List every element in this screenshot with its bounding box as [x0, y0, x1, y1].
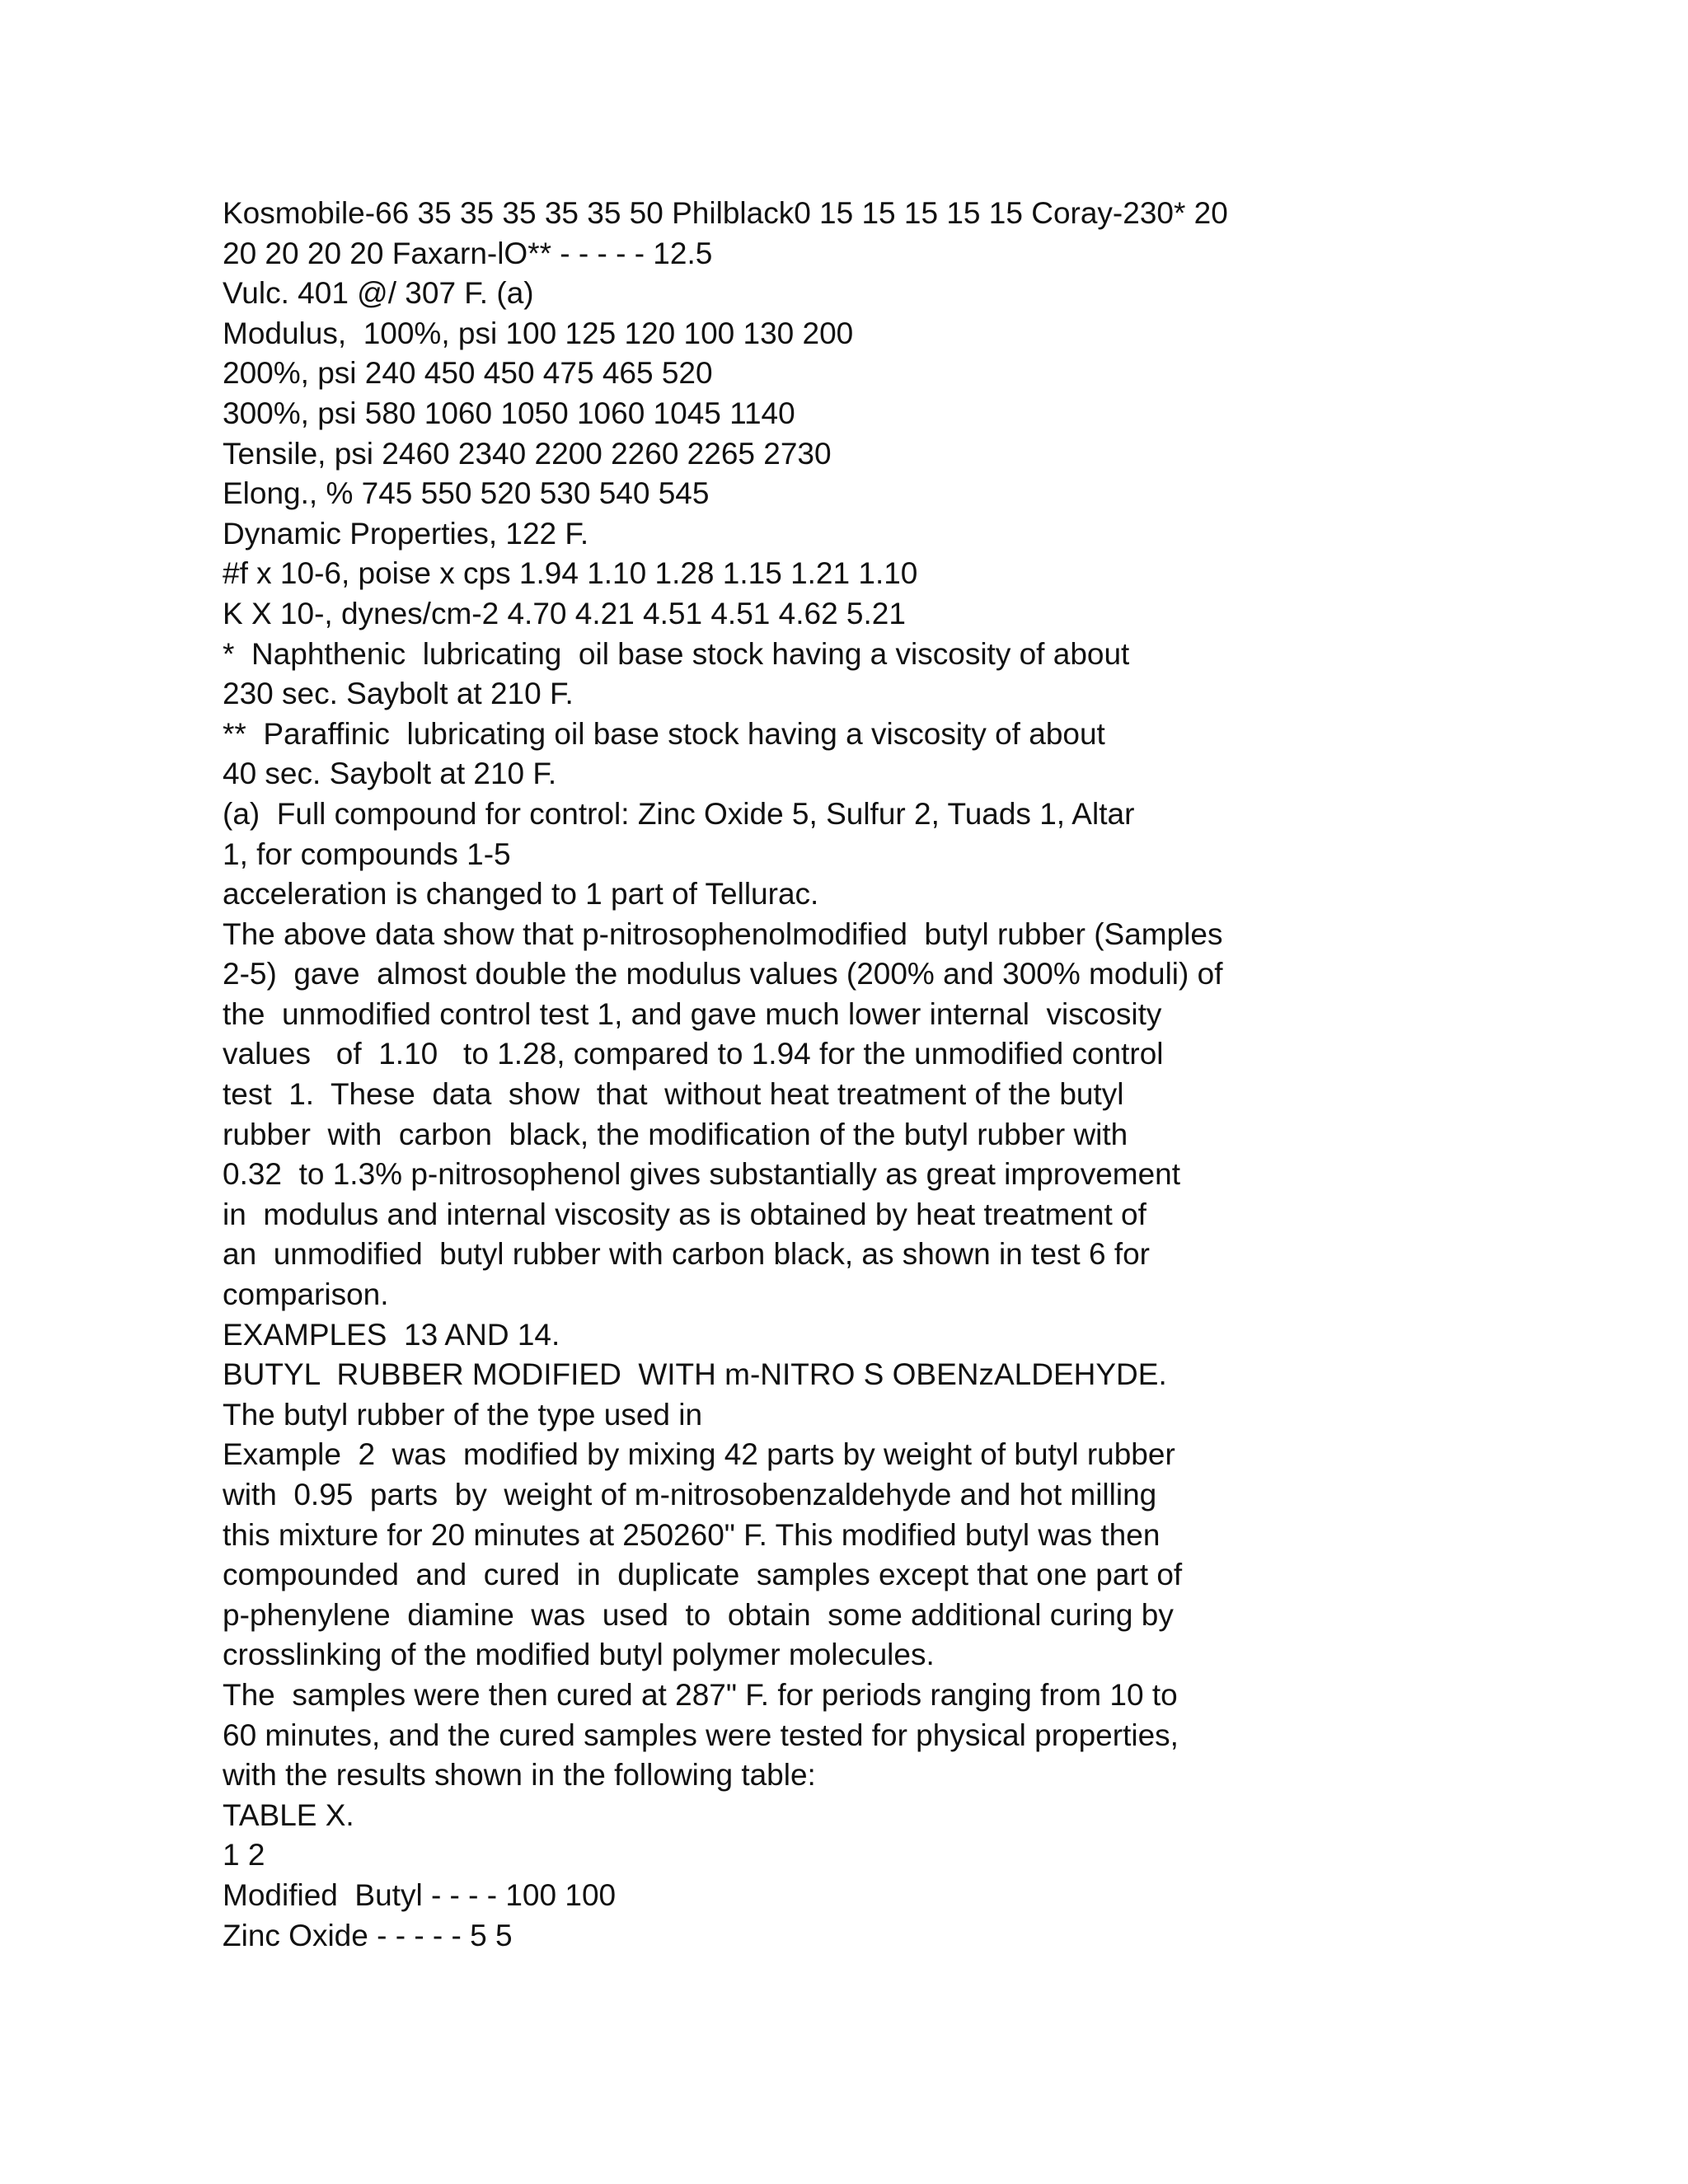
text-line: test 1. These data show that without heat treatment of the butyl: [223, 1077, 1124, 1112]
text-line: K X 10-, dynes/cm-2 4.70 4.21 4.51 4.51 4.62 5.21: [223, 596, 906, 630]
text-line: compounded and cured in duplicate samples except that one part of: [223, 1558, 1183, 1592]
text-line: comparison.: [223, 1277, 389, 1312]
text-line: Vulc. 401 @/ 307 F. (a): [223, 276, 534, 311]
text-line: Zinc Oxide - - - - - 5 5: [223, 1918, 513, 1952]
text-line: with the results shown in the following table:: [223, 1758, 816, 1793]
text-line: the unmodified control test 1, and gave much lower internal viscosity: [223, 996, 1162, 1031]
text-line: Kosmobile-66 35 35 35 35 35 50 Philblack0 15 15 15 15 15 Coray-230* 20: [223, 196, 1228, 230]
text-line: Example 2 was modified by mixing 42 parts by weight of butyl rubber: [223, 1437, 1175, 1472]
text-line: in modulus and internal viscosity as is obtained by heat treatment of: [223, 1197, 1146, 1231]
text-line: 40 sec. Saybolt at 210 F.: [223, 757, 557, 791]
text-line: 20 20 20 20 Faxarn-lO** - - - - - 12.5: [223, 236, 713, 270]
text-line: (a) Full compound for control: Zinc Oxide 5, Sulfur 2, Tuads 1, Altar: [223, 796, 1135, 831]
text-line: The above data show that p-nitrosophenolmodified butyl rubber (Samples: [223, 916, 1223, 951]
text-line: #f x 10-6, poise x cps 1.94 1.10 1.28 1.15 1.21 1.10: [223, 556, 918, 591]
text-line: The butyl rubber of the type used in: [223, 1397, 703, 1432]
text-line: EXAMPLES 13 AND 14.: [223, 1317, 560, 1352]
text-line: 0.32 to 1.3% p-nitrosophenol gives substantially as great improvement: [223, 1157, 1181, 1192]
text-line: Elong., % 745 550 520 530 540 545: [223, 476, 710, 511]
text-line: BUTYL RUBBER MODIFIED WITH m-NITRO S OBENzALDEHYDE.: [223, 1357, 1167, 1392]
text-line: TABLE X.: [223, 1797, 354, 1832]
text-line: 1 2: [223, 1838, 265, 1872]
text-line: 1, for compounds 1-5: [223, 837, 511, 871]
document-text: [223, 194, 1640, 1956]
text-line: p-phenylene diamine was used to obtain some additional curing by: [223, 1597, 1174, 1632]
text-line: rubber with carbon black, the modification of the butyl rubber with: [223, 1117, 1128, 1151]
text-line: with 0.95 parts by weight of m-nitrosobenzaldehyde and hot milling: [223, 1478, 1157, 1511]
text-line: 300%, psi 580 1060 1050 1060 1045 1140: [223, 396, 795, 430]
text-line: 230 sec. Saybolt at 210 F.: [223, 677, 574, 711]
text-line: * Naphthenic lubricating oil base stock having a viscosity of about: [223, 636, 1130, 671]
text-line: The samples were then cured at 287" F. for periods ranging from 10 to: [223, 1677, 1178, 1712]
text-line: Modulus, 100%, psi 100 125 120 100 130 200: [223, 316, 854, 350]
text-line: this mixture for 20 minutes at 250260" F. This modified butyl was then: [223, 1517, 1160, 1552]
text-line: acceleration is changed to 1 part of Tellurac.: [223, 877, 819, 912]
text-line: Tensile, psi 2460 2340 2200 2260 2265 2730: [223, 436, 832, 471]
text-line: 200%, psi 240 450 450 475 465 520: [223, 356, 713, 391]
text-line: 60 minutes, and the cured samples were tested for physical properties,: [223, 1718, 1179, 1752]
text-line: values of 1.10 to 1.28, compared to 1.94 for the unmodified control: [223, 1037, 1164, 1071]
text-line: Modified Butyl - - - - 100 100: [223, 1877, 617, 1912]
text-line: 2-5) gave almost double the modulus values (200% and 300% moduli) of: [223, 957, 1223, 991]
text-line: Dynamic Properties, 122 F.: [223, 516, 589, 551]
text-line: ** Paraffinic lubricating oil base stock having a viscosity of about: [223, 716, 1105, 751]
text-line: an unmodified butyl rubber with carbon black, as shown in test 6 for: [223, 1237, 1150, 1272]
text-line: crosslinking of the modified butyl polymer molecules.: [223, 1638, 935, 1672]
